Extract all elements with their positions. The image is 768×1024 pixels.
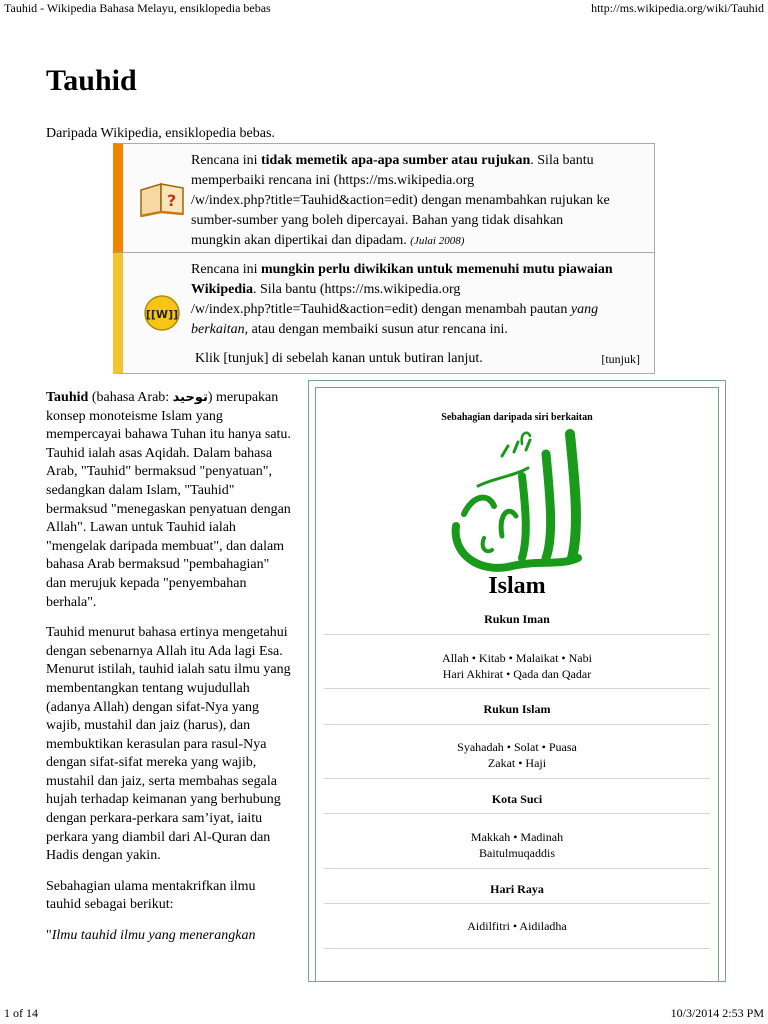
notice-unreferenced-text: Rencana ini tidak memetik apa-apa sumber atau rujukan. Sila bantu memperbaiki rencana ini (https://ms.wikipedia.org /w/index.php?title=Tauhid&action=edit) dengan menambahkan rujukan ke sumber-sumber yang boleh dipercayai. Bahan yang tidak disahkan mungkin akan dipertikai dan dipadam. (Julai 2008) [191, 153, 610, 248]
infobox-divider [324, 778, 710, 779]
infobox-section-links[interactable]: Allah • Kitab • Malaikat • Nabi Hari Akhirat • Qada dan Qadar [442, 651, 592, 681]
print-header-url[interactable]: http://ms.wikipedia.org/wiki/Tauhid [591, 1, 764, 15]
print-header-title: Tauhid - Wikipedia Bahasa Melayu, ensiklopedia bebas [4, 1, 271, 15]
infobox-section-hari-raya [326, 882, 708, 897]
infobox-section-rukun-islam [326, 702, 708, 717]
article-paragraph: Sebahagian ulama mentakrifkan ilmu tauhid sebagai berikut: [46, 878, 256, 913]
infobox-divider [324, 948, 710, 949]
article-body [46, 389, 292, 958]
page-subtitle: Daripada Wikipedia, ensiklopedia bebas. [46, 126, 275, 141]
page-counter: 1 of 14 [4, 1006, 38, 1020]
notice-unreferenced [113, 143, 655, 253]
infobox-section-links[interactable]: Aidilfitri • Aidiladha [467, 919, 567, 933]
notice-date: (Julai 2008) [410, 235, 465, 247]
print-header [0, 0, 768, 20]
infobox-divider [324, 813, 710, 814]
notice-wikify-footer [195, 349, 640, 369]
svg-text:[[W]]: [[W]] [145, 308, 179, 321]
svg-text:?: ? [167, 191, 177, 210]
notice-boxes [113, 143, 655, 374]
print-timestamp: 10/3/2014 2:53 PM [670, 1006, 764, 1020]
book-question-icon [137, 176, 187, 220]
notice-hint: Klik [tunjuk] di sebelah kanan untuk butiran lanjut. [195, 351, 483, 366]
infobox-section-rukun-iman [326, 612, 708, 627]
infobox-section-title: Hari Raya [490, 882, 544, 896]
infobox-section-title: Rukun Islam [483, 702, 551, 716]
infobox-divider [324, 724, 710, 725]
page-title: Tauhid [46, 64, 137, 97]
infobox-heading: Islam [488, 573, 546, 599]
arabic-term: توحيد [172, 390, 208, 405]
islam-series-infobox [308, 380, 726, 982]
show-details-link[interactable]: [tunjuk] [601, 352, 640, 366]
article-paragraph: Tauhid (bahasa Arab: توحيد) merupakan konsep monoteisme Islam yang mempercayai bahawa Tuhan itu hanya satu. Tauhid ialah asas Aqidah. Dalam bahasa Arab, "Tauhid" bermaksud "penyatuan", sedangkan dalam Islam, "Tauhid" bermaksud "menegaskan penyatuan dengan Allah". Lawan untuk Tauhid ialah "mengelak daripada membuat", dan dalam bahasa Arab bermaksud "pembahagian" dan merujuk kepada "penyembahan berhala". [46, 390, 291, 610]
infobox-section-kota-suci [326, 792, 708, 807]
infobox-divider [324, 868, 710, 869]
article-paragraph: "Ilmu tauhid ilmu yang menerangkan [46, 928, 256, 944]
infobox-caption: Sebahagian daripada siri berkaitan [441, 412, 593, 423]
allah-calligraphy-icon [442, 426, 602, 576]
article-paragraph: Tauhid menurut bahasa ertinya mengetahui dengan sebenarnya Allah itu Ada lagi Esa. Menurut istilah, tauhid ialah satu ilmu yang membentangkan tentang wujudullah (adanya Allah) dengan sifat-Nya yang wajib, mustahil dan jaiz (harus), dan membuktikan kerasulan para rasul-Nya dengan sifat-sifat mereka yang wajib, mustahil dan jaiz, serta membahas segala hujah terhadap keimanan yang berhubung dengan perkara-perkara sam’iyat, iaitu perkara yang diambil dari Al-Quran dan Hadis dengan yakin. [46, 625, 291, 864]
print-footer [0, 1004, 768, 1024]
notice-wikify [113, 253, 655, 374]
notice-wikify-text: Rencana ini mungkin perlu diwikikan untuk memenuhi mutu piawaian Wikipedia. Sila bantu (https://ms.wikipedia.org /w/index.php?title=Tauhid&action=edit) dengan menambah pautan yang berkaitan, atau dengan membaiki susun atur rencana ini. [191, 262, 613, 337]
wikify-icon [137, 291, 187, 335]
infobox-divider [324, 903, 710, 904]
infobox-divider [324, 634, 710, 635]
infobox-divider [324, 688, 710, 689]
infobox-inner [315, 387, 719, 981]
infobox-section-links[interactable]: Syahadah • Solat • Puasa Zakat • Haji [457, 740, 577, 770]
infobox-section-title: Kota Suci [491, 792, 543, 806]
infobox-section-links[interactable]: Makkah • Madinah Baitulmuqaddis [470, 830, 564, 860]
infobox-section-title: Rukun Iman [484, 612, 550, 626]
